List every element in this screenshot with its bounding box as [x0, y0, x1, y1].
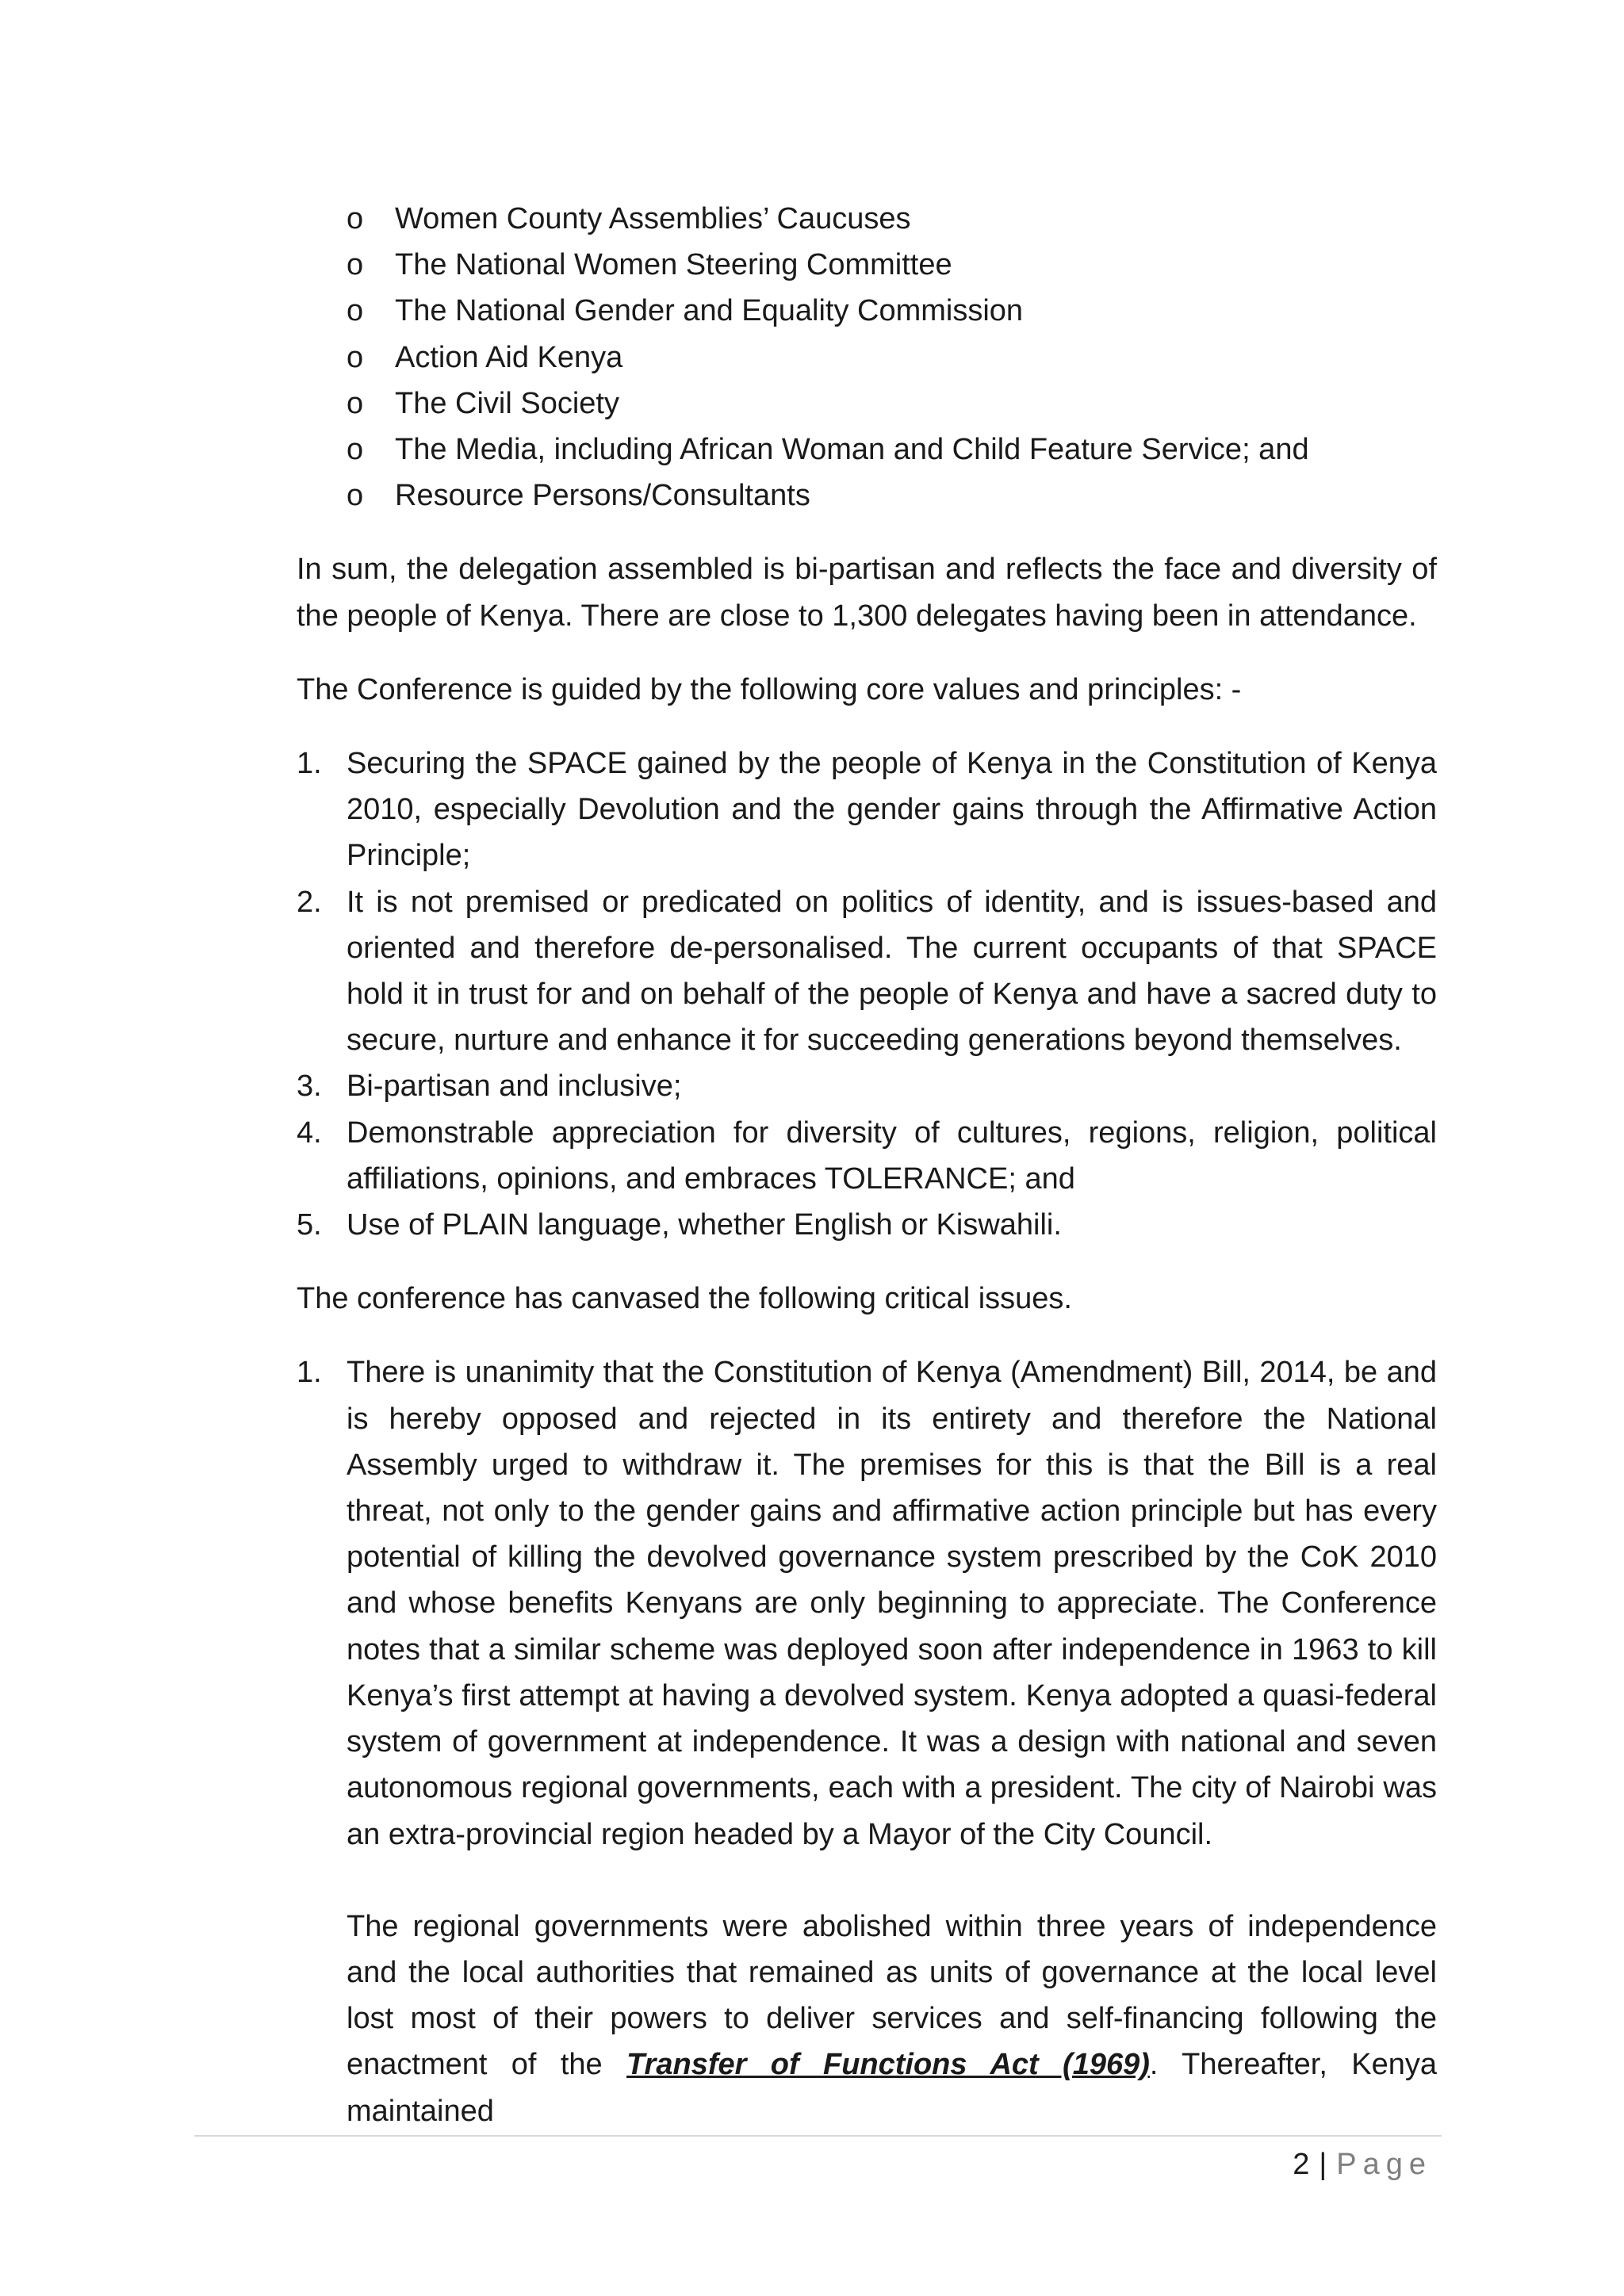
- issue-item: [297, 1349, 1437, 2133]
- guided-intro-paragraph: The Conference is guided by the following core values and principles: -: [297, 672, 1242, 706]
- in-sum-paragraph: In sum, the delegation assembled is bi-partisan and reflects the face and diversity of the people of Kenya. There are close to 1,300 delegates having been in attendance.: [297, 553, 1437, 633]
- bullet-item: o Women County Assemblies’ Caucuses: [297, 196, 1437, 242]
- bullet-marker: o: [347, 248, 364, 282]
- delegates-bullet-list: [297, 196, 1437, 519]
- page-content: [297, 196, 1437, 2162]
- footer-separator: |: [1319, 2148, 1327, 2181]
- list-number: 1.: [297, 1356, 322, 1390]
- principle-item: 1. Securing the SPACE gained by the people of Kenya in the Constitution of Kenya 2010, especially Devolution and the gender gains through the Affirmative Action Principle;: [297, 740, 1437, 879]
- issue-text: There is unanimity that the Constitution of Kenya (Amendment) Bill, 2014, be and is hereby opposed and rejected in its entirety and therefore the National Assembly urged to withdraw it. The premises for this is that the Bill is a real threat, not only to the gender gains and affirmative action principle but has every potential of killing the devolved governance system prescribed by the CoK 2010 and whose benefits Kenyans are only beginning to appreciate. The Conference notes that a similar scheme was deployed soon after independence in 1963 to kill Kenya’s first attempt at having a devolved system. Kenya adopted a quasi-federal system of government at independence. It was a design with national and seven autonomous regional governments, each with a president. The city of Nairobi was an extra-provincial region headed by a Mayor of the City Council.: [347, 1356, 1437, 1851]
- page-label: Page: [1336, 2148, 1432, 2181]
- bullet-marker: o: [347, 340, 364, 374]
- principle-item: 5. Use of PLAIN language, whether English or Kiswahili.: [297, 1202, 1437, 1248]
- bullet-item: o Action Aid Kenya: [297, 335, 1437, 381]
- law-reference: Transfer of Functions Act (1969): [626, 2048, 1150, 2082]
- bullet-marker: o: [347, 479, 364, 513]
- canvassed-intro-paragraph: The conference has canvased the following critical issues.: [297, 1282, 1072, 1316]
- page-number: 2: [1293, 2148, 1310, 2181]
- principles-list: [297, 740, 1437, 1248]
- list-number: 5.: [297, 1208, 322, 1242]
- bullet-item: o The Civil Society: [297, 381, 1437, 427]
- issues-list: [297, 1349, 1437, 2133]
- bullet-marker: o: [347, 386, 364, 420]
- bullet-marker: o: [347, 433, 364, 467]
- bullet-item: o Resource Persons/Consultants: [297, 473, 1437, 519]
- page-footer: [1293, 2135, 1432, 2187]
- principle-item: 3. Bi-partisan and inclusive;: [297, 1063, 1437, 1109]
- bullet-item: o The National Women Steering Committee: [297, 242, 1437, 288]
- principle-item: 4. Demonstrable appreciation for diversity of cultures, regions, religion, political affiliations, opinions, and embraces TOLERANCE; and: [297, 1110, 1437, 1202]
- bullet-item: o The National Gender and Equality Commission: [297, 288, 1437, 334]
- issue-continuation: The regional governments were abolished within three years of independence and the local authorities that remained as units of governance at the local level lost most of their powers to deliver services and self-financing following the enactment of the Transfer of Functions Act (1969). Thereafter, Kenya maintained: [347, 1909, 1438, 2128]
- list-number: 4.: [297, 1115, 322, 1150]
- list-number: 2.: [297, 885, 322, 919]
- list-number: 3.: [297, 1070, 322, 1104]
- bullet-marker: o: [347, 202, 364, 235]
- list-number: 1.: [297, 747, 322, 781]
- bullet-marker: o: [347, 294, 364, 328]
- bullet-item: o The Media, including African Woman and Child Feature Service; and: [297, 427, 1437, 473]
- footer-divider: [194, 2135, 1442, 2137]
- principle-item: 2. It is not premised or predicated on politics of identity, and is issues-based and oriented and therefore de-personalised. The current occupants of that SPACE hold it in trust for and on behalf of the people of Kenya and have a sacred duty to secure, nurture and enhance it for succeeding generations beyond themselves.: [297, 879, 1437, 1064]
